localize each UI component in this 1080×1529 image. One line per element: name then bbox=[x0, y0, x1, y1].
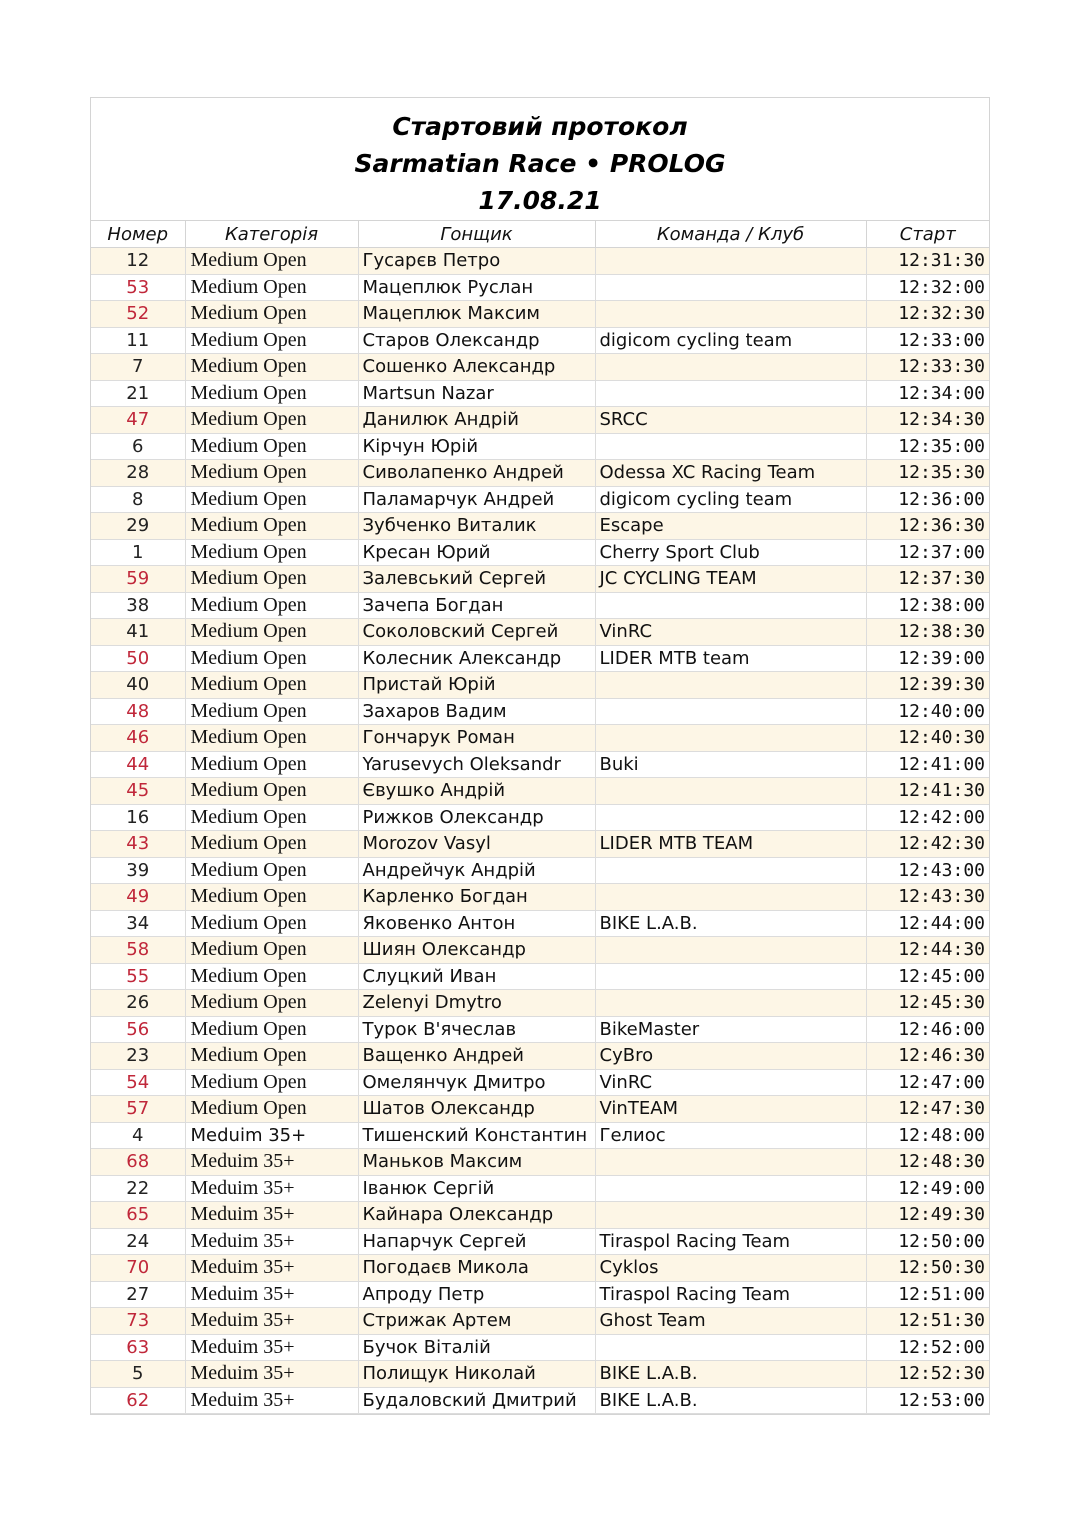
rider-number: 53 bbox=[91, 274, 185, 301]
rider-number: 11 bbox=[91, 327, 185, 354]
rider-category: Medium Open bbox=[185, 460, 358, 487]
start-time: 12:47:30 bbox=[866, 1096, 989, 1123]
rider-name: Стрижак Артем bbox=[358, 1308, 595, 1335]
start-time: 12:49:30 bbox=[866, 1202, 989, 1229]
start-time: 12:50:30 bbox=[866, 1255, 989, 1282]
rider-name: Маньков Максим bbox=[358, 1149, 595, 1176]
rider-team: Odessa XC Racing Team bbox=[595, 460, 866, 487]
table-row bbox=[91, 831, 989, 858]
rider-category: Meduim 35+ bbox=[185, 1175, 358, 1202]
start-time: 12:38:30 bbox=[866, 619, 989, 646]
rider-name: Кайнара Олександр bbox=[358, 1202, 595, 1229]
rider-number: 54 bbox=[91, 1069, 185, 1096]
rider-category: Medium Open bbox=[185, 301, 358, 328]
rider-team bbox=[595, 1175, 866, 1202]
rider-name: Шиян Олександр bbox=[358, 937, 595, 964]
table-row bbox=[91, 672, 989, 699]
rider-team: digicom cycling team bbox=[595, 327, 866, 354]
rider-name: Кірчун Юрій bbox=[358, 433, 595, 460]
table-row bbox=[91, 1069, 989, 1096]
table-row bbox=[91, 274, 989, 301]
column-header-start: Старт bbox=[866, 221, 989, 248]
rider-number: 16 bbox=[91, 804, 185, 831]
rider-team bbox=[595, 592, 866, 619]
table-row bbox=[91, 566, 989, 593]
rider-team: Escape bbox=[595, 513, 866, 540]
rider-number: 41 bbox=[91, 619, 185, 646]
start-time: 12:52:00 bbox=[866, 1334, 989, 1361]
rider-team bbox=[595, 990, 866, 1017]
table-row bbox=[91, 884, 989, 911]
table-row bbox=[91, 751, 989, 778]
rider-name: Залевський Сергей bbox=[358, 566, 595, 593]
table-row bbox=[91, 1334, 989, 1361]
rider-number: 48 bbox=[91, 698, 185, 725]
rider-team bbox=[595, 698, 866, 725]
rider-category: Meduim 35+ bbox=[185, 1202, 358, 1229]
rider-category: Medium Open bbox=[185, 910, 358, 937]
start-time: 12:33:30 bbox=[866, 354, 989, 381]
start-time: 12:32:30 bbox=[866, 301, 989, 328]
rider-category: Meduim 35+ bbox=[185, 1255, 358, 1282]
rider-team: Ghost Team bbox=[595, 1308, 866, 1335]
rider-team: digicom cycling team bbox=[595, 486, 866, 513]
rider-team: VinTEAM bbox=[595, 1096, 866, 1123]
table-row bbox=[91, 645, 989, 672]
rider-number: 23 bbox=[91, 1043, 185, 1070]
start-time: 12:45:00 bbox=[866, 963, 989, 990]
rider-team bbox=[595, 857, 866, 884]
rider-category: Medium Open bbox=[185, 831, 358, 858]
rider-name: Паламарчук Андрей bbox=[358, 486, 595, 513]
rider-name: Zelenyi Dmytro bbox=[358, 990, 595, 1017]
rider-name: Morozov Vasyl bbox=[358, 831, 595, 858]
start-time: 12:33:00 bbox=[866, 327, 989, 354]
start-time: 12:38:00 bbox=[866, 592, 989, 619]
rider-team: Cyklos bbox=[595, 1255, 866, 1282]
start-time: 12:42:00 bbox=[866, 804, 989, 831]
rider-name: Старов Олександр bbox=[358, 327, 595, 354]
rider-team: VinRC bbox=[595, 1069, 866, 1096]
rider-number: 27 bbox=[91, 1281, 185, 1308]
start-time: 12:45:30 bbox=[866, 990, 989, 1017]
rider-category: Meduim 35+ bbox=[185, 1149, 358, 1176]
rider-name: Апроду Петр bbox=[358, 1281, 595, 1308]
table-row bbox=[91, 1043, 989, 1070]
rider-number: 12 bbox=[91, 248, 185, 275]
rider-number: 26 bbox=[91, 990, 185, 1017]
rider-number: 38 bbox=[91, 592, 185, 619]
rider-name: Карленко Богдан bbox=[358, 884, 595, 911]
start-time: 12:52:30 bbox=[866, 1361, 989, 1388]
rider-number: 70 bbox=[91, 1255, 185, 1282]
start-time: 12:46:30 bbox=[866, 1043, 989, 1070]
table-row bbox=[91, 1387, 989, 1414]
rider-team bbox=[595, 884, 866, 911]
rider-team bbox=[595, 1202, 866, 1229]
rider-name: Іванюк Сергій bbox=[358, 1175, 595, 1202]
rider-category: Medium Open bbox=[185, 990, 358, 1017]
column-header-category: Категорія bbox=[185, 221, 358, 248]
rider-team bbox=[595, 433, 866, 460]
start-time: 12:36:00 bbox=[866, 486, 989, 513]
column-header-team: Команда / Клуб bbox=[595, 221, 866, 248]
rider-category: Medium Open bbox=[185, 751, 358, 778]
rider-number: 24 bbox=[91, 1228, 185, 1255]
table-row bbox=[91, 1202, 989, 1229]
rider-number: 50 bbox=[91, 645, 185, 672]
rider-number: 22 bbox=[91, 1175, 185, 1202]
rider-name: Омелянчук Дмитро bbox=[358, 1069, 595, 1096]
rider-category: Meduim 35+ bbox=[185, 1122, 358, 1149]
start-time: 12:41:30 bbox=[866, 778, 989, 805]
table-row bbox=[91, 1122, 989, 1149]
rider-name: Яковенко Антон bbox=[358, 910, 595, 937]
start-time: 12:42:30 bbox=[866, 831, 989, 858]
rider-team bbox=[595, 248, 866, 275]
rider-number: 7 bbox=[91, 354, 185, 381]
rider-team bbox=[595, 354, 866, 381]
rider-number: 46 bbox=[91, 725, 185, 752]
rider-category: Medium Open bbox=[185, 433, 358, 460]
rider-number: 29 bbox=[91, 513, 185, 540]
start-time: 12:35:30 bbox=[866, 460, 989, 487]
rider-team bbox=[595, 778, 866, 805]
rider-name: Yarusevych Oleksandr bbox=[358, 751, 595, 778]
rider-team: LIDER MTB TEAM bbox=[595, 831, 866, 858]
rider-number: 5 bbox=[91, 1361, 185, 1388]
table-row bbox=[91, 380, 989, 407]
rider-team bbox=[595, 301, 866, 328]
table-header-row bbox=[91, 221, 989, 248]
rider-team bbox=[595, 672, 866, 699]
rider-number: 4 bbox=[91, 1122, 185, 1149]
rider-name: Напарчук Сергей bbox=[358, 1228, 595, 1255]
start-time: 12:34:30 bbox=[866, 407, 989, 434]
rider-team bbox=[595, 274, 866, 301]
table-row bbox=[91, 725, 989, 752]
table-row bbox=[91, 857, 989, 884]
rider-name: Рижков Олександр bbox=[358, 804, 595, 831]
rider-name: Євушко Андрій bbox=[358, 778, 595, 805]
rider-team: BikeMaster bbox=[595, 1016, 866, 1043]
rider-category: Medium Open bbox=[185, 274, 358, 301]
table-row bbox=[91, 460, 989, 487]
rider-team: SRCC bbox=[595, 407, 866, 434]
rider-number: 21 bbox=[91, 380, 185, 407]
rider-name: Ващенко Андрей bbox=[358, 1043, 595, 1070]
rider-number: 1 bbox=[91, 539, 185, 566]
start-time: 12:50:00 bbox=[866, 1228, 989, 1255]
table-row bbox=[91, 937, 989, 964]
rider-category: Medium Open bbox=[185, 619, 358, 646]
rider-team: BIKE L.A.B. bbox=[595, 1361, 866, 1388]
rider-number: 58 bbox=[91, 937, 185, 964]
rider-name: Захаров Вадим bbox=[358, 698, 595, 725]
rider-name: Мацеплюк Максим bbox=[358, 301, 595, 328]
start-time: 12:37:30 bbox=[866, 566, 989, 593]
rider-category: Medium Open bbox=[185, 1043, 358, 1070]
rider-category: Medium Open bbox=[185, 539, 358, 566]
race-date: 17.08.21 bbox=[478, 186, 602, 215]
start-time: 12:35:00 bbox=[866, 433, 989, 460]
rider-number: 68 bbox=[91, 1149, 185, 1176]
rider-name: Будаловский Дмитрий bbox=[358, 1387, 595, 1414]
start-time: 12:39:00 bbox=[866, 645, 989, 672]
rider-category: Medium Open bbox=[185, 778, 358, 805]
table-row bbox=[91, 804, 989, 831]
start-time: 12:49:00 bbox=[866, 1175, 989, 1202]
start-time: 12:41:00 bbox=[866, 751, 989, 778]
rider-team: Гелиос bbox=[595, 1122, 866, 1149]
rider-category: Medium Open bbox=[185, 672, 358, 699]
rider-name: Соколовский Сергей bbox=[358, 619, 595, 646]
rider-number: 49 bbox=[91, 884, 185, 911]
table-row bbox=[91, 1149, 989, 1176]
rider-team bbox=[595, 963, 866, 990]
table-row bbox=[91, 1175, 989, 1202]
start-time: 12:51:00 bbox=[866, 1281, 989, 1308]
rider-category: Medium Open bbox=[185, 566, 358, 593]
rider-name: Пристай Юрій bbox=[358, 672, 595, 699]
rider-number: 45 bbox=[91, 778, 185, 805]
table-row bbox=[91, 592, 989, 619]
rider-name: Martsun Nazar bbox=[358, 380, 595, 407]
start-time: 12:47:00 bbox=[866, 1069, 989, 1096]
rider-number: 43 bbox=[91, 831, 185, 858]
start-time: 12:44:00 bbox=[866, 910, 989, 937]
start-time: 12:34:00 bbox=[866, 380, 989, 407]
document-title: Стартовий протокол bbox=[392, 112, 688, 141]
start-time: 12:44:30 bbox=[866, 937, 989, 964]
rider-number: 57 bbox=[91, 1096, 185, 1123]
rider-number: 63 bbox=[91, 1334, 185, 1361]
start-list-table bbox=[91, 221, 989, 1414]
rider-category: Medium Open bbox=[185, 645, 358, 672]
table-row bbox=[91, 513, 989, 540]
table-row bbox=[91, 486, 989, 513]
start-time: 12:43:00 bbox=[866, 857, 989, 884]
rider-category: Medium Open bbox=[185, 857, 358, 884]
rider-name: Сиволапенко Андрей bbox=[358, 460, 595, 487]
rider-name: Мацеплюк Руслан bbox=[358, 274, 595, 301]
start-time: 12:40:00 bbox=[866, 698, 989, 725]
rider-number: 8 bbox=[91, 486, 185, 513]
rider-number: 39 bbox=[91, 857, 185, 884]
rider-team bbox=[595, 937, 866, 964]
rider-team bbox=[595, 725, 866, 752]
start-time: 12:48:30 bbox=[866, 1149, 989, 1176]
rider-category: Medium Open bbox=[185, 1096, 358, 1123]
rider-team: Tiraspol Racing Team bbox=[595, 1228, 866, 1255]
rider-name: Погодаєв Микола bbox=[358, 1255, 595, 1282]
rider-team: VinRC bbox=[595, 619, 866, 646]
rider-name: Зубченко Виталик bbox=[358, 513, 595, 540]
rider-category: Medium Open bbox=[185, 248, 358, 275]
rider-team bbox=[595, 804, 866, 831]
rider-category: Meduim 35+ bbox=[185, 1308, 358, 1335]
rider-category: Medium Open bbox=[185, 380, 358, 407]
start-time: 12:37:00 bbox=[866, 539, 989, 566]
rider-number: 6 bbox=[91, 433, 185, 460]
rider-category: Medium Open bbox=[185, 1069, 358, 1096]
table-row bbox=[91, 990, 989, 1017]
start-time: 12:43:30 bbox=[866, 884, 989, 911]
table-row bbox=[91, 1016, 989, 1043]
rider-number: 62 bbox=[91, 1387, 185, 1414]
start-time: 12:31:30 bbox=[866, 248, 989, 275]
rider-name: Бучок Віталій bbox=[358, 1334, 595, 1361]
rider-name: Зачепа Богдан bbox=[358, 592, 595, 619]
rider-name: Полищук Николай bbox=[358, 1361, 595, 1388]
rider-team: Buki bbox=[595, 751, 866, 778]
rider-number: 34 bbox=[91, 910, 185, 937]
table-row bbox=[91, 433, 989, 460]
rider-team: Tiraspol Racing Team bbox=[595, 1281, 866, 1308]
rider-category: Medium Open bbox=[185, 884, 358, 911]
start-list-sheet bbox=[90, 97, 990, 1415]
rider-category: Medium Open bbox=[185, 486, 358, 513]
column-header-number: Номер bbox=[91, 221, 185, 248]
rider-name: Данилюк Андрій bbox=[358, 407, 595, 434]
start-time: 12:53:00 bbox=[866, 1387, 989, 1414]
rider-number: 40 bbox=[91, 672, 185, 699]
table-row bbox=[91, 407, 989, 434]
start-time: 12:51:30 bbox=[866, 1308, 989, 1335]
rider-category: Meduim 35+ bbox=[185, 1361, 358, 1388]
rider-number: 73 bbox=[91, 1308, 185, 1335]
rider-team: LIDER MTB team bbox=[595, 645, 866, 672]
rider-number: 55 bbox=[91, 963, 185, 990]
table-row bbox=[91, 963, 989, 990]
table-body bbox=[91, 248, 989, 1414]
rider-category: Medium Open bbox=[185, 592, 358, 619]
rider-number: 59 bbox=[91, 566, 185, 593]
column-header-rider: Гонщик bbox=[358, 221, 595, 248]
rider-category: Medium Open bbox=[185, 407, 358, 434]
table-row bbox=[91, 1255, 989, 1282]
table-row bbox=[91, 539, 989, 566]
start-time: 12:36:30 bbox=[866, 513, 989, 540]
rider-category: Meduim 35+ bbox=[185, 1387, 358, 1414]
table-row bbox=[91, 1096, 989, 1123]
rider-team: CyBro bbox=[595, 1043, 866, 1070]
rider-name: Турок В'ячеслав bbox=[358, 1016, 595, 1043]
rider-category: Medium Open bbox=[185, 725, 358, 752]
table-row bbox=[91, 698, 989, 725]
rider-category: Medium Open bbox=[185, 327, 358, 354]
rider-category: Medium Open bbox=[185, 354, 358, 381]
table-row bbox=[91, 301, 989, 328]
table-row bbox=[91, 778, 989, 805]
rider-category: Medium Open bbox=[185, 963, 358, 990]
rider-category: Medium Open bbox=[185, 513, 358, 540]
rider-team: Cherry Sport Club bbox=[595, 539, 866, 566]
table-row bbox=[91, 1281, 989, 1308]
rider-name: Сошенко Александр bbox=[358, 354, 595, 381]
table-row bbox=[91, 1228, 989, 1255]
rider-number: 28 bbox=[91, 460, 185, 487]
rider-number: 52 bbox=[91, 301, 185, 328]
rider-name: Андрейчук Андрій bbox=[358, 857, 595, 884]
rider-category: Medium Open bbox=[185, 804, 358, 831]
rider-number: 65 bbox=[91, 1202, 185, 1229]
table-row bbox=[91, 248, 989, 275]
table-row bbox=[91, 910, 989, 937]
rider-number: 56 bbox=[91, 1016, 185, 1043]
title-block bbox=[91, 98, 989, 221]
rider-category: Medium Open bbox=[185, 1016, 358, 1043]
table-row bbox=[91, 354, 989, 381]
rider-team bbox=[595, 1149, 866, 1176]
rider-name: Слуцкий Иван bbox=[358, 963, 595, 990]
rider-category: Meduim 35+ bbox=[185, 1334, 358, 1361]
table-row bbox=[91, 1308, 989, 1335]
rider-category: Medium Open bbox=[185, 698, 358, 725]
rider-name: Шатов Олександр bbox=[358, 1096, 595, 1123]
rider-number: 44 bbox=[91, 751, 185, 778]
rider-team: JC CYCLING TEAM bbox=[595, 566, 866, 593]
table-row bbox=[91, 619, 989, 646]
rider-category: Meduim 35+ bbox=[185, 1281, 358, 1308]
rider-category: Meduim 35+ bbox=[185, 1228, 358, 1255]
table-row bbox=[91, 1361, 989, 1388]
rider-team bbox=[595, 380, 866, 407]
start-time: 12:48:00 bbox=[866, 1122, 989, 1149]
rider-team bbox=[595, 1334, 866, 1361]
rider-team: BIKE L.A.B. bbox=[595, 910, 866, 937]
rider-number: 47 bbox=[91, 407, 185, 434]
rider-name: Гусарєв Петро bbox=[358, 248, 595, 275]
rider-name: Гончарук Роман bbox=[358, 725, 595, 752]
race-name: Sarmatian Race • PROLOG bbox=[354, 149, 726, 178]
start-time: 12:40:30 bbox=[866, 725, 989, 752]
rider-category: Medium Open bbox=[185, 937, 358, 964]
start-time: 12:32:00 bbox=[866, 274, 989, 301]
table-row bbox=[91, 327, 989, 354]
rider-name: Колесник Александр bbox=[358, 645, 595, 672]
rider-name: Кресан Юрий bbox=[358, 539, 595, 566]
start-time: 12:46:00 bbox=[866, 1016, 989, 1043]
rider-team: BIKE L.A.B. bbox=[595, 1387, 866, 1414]
start-time: 12:39:30 bbox=[866, 672, 989, 699]
rider-name: Тишенский Константин bbox=[358, 1122, 595, 1149]
